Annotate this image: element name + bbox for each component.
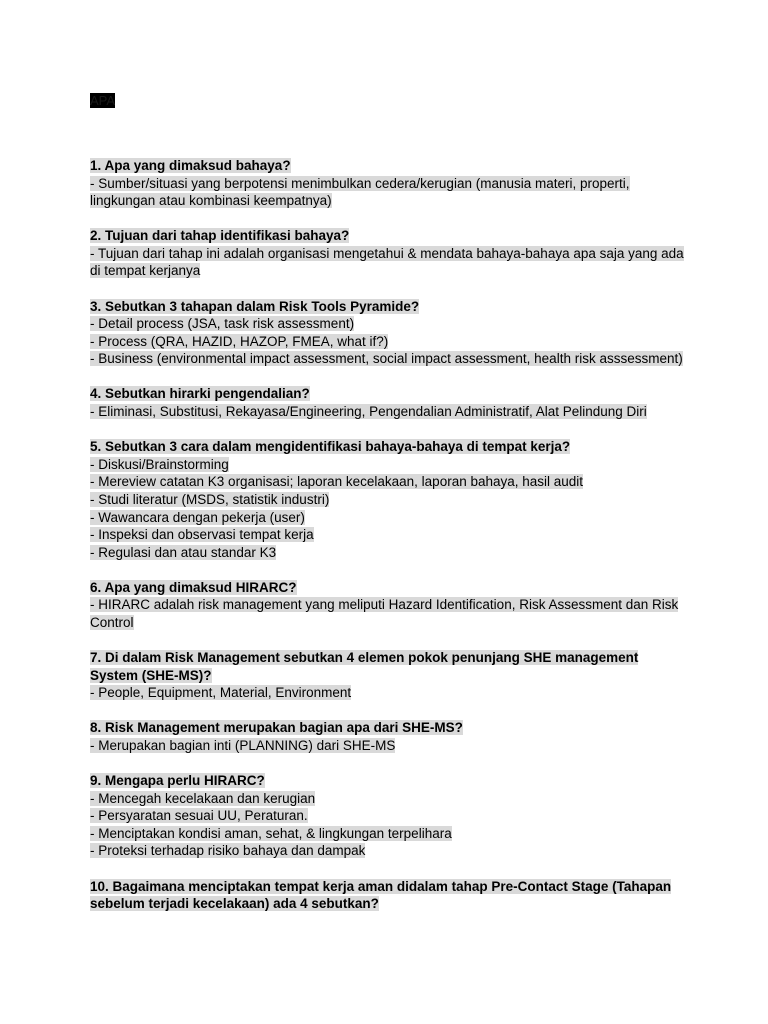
question-text: 1. Apa yang dimaksud bahaya? (90, 158, 291, 173)
answer-text: - Tujuan dari tahap ini adalah organisasi mengetahui & mendata bahaya-bahaya apa saja yang ada di tempat kerjanya (90, 245, 684, 279)
answer-text: - People, Equipment, Material, Environment (90, 685, 352, 701)
answer-line (90, 509, 690, 527)
question-line (90, 385, 690, 403)
qa-item (90, 227, 690, 280)
answer-line (90, 790, 690, 808)
answer-line (90, 315, 690, 333)
answer-line (90, 333, 690, 351)
document-header (90, 92, 690, 110)
question-line (90, 298, 690, 316)
answer-line (90, 350, 690, 368)
answer-line (90, 175, 690, 210)
qa-item (90, 649, 690, 702)
question-line (90, 438, 690, 456)
answer-line (90, 596, 690, 631)
answer-line (90, 245, 690, 280)
qa-list (90, 157, 690, 913)
qa-item (90, 157, 690, 210)
answer-text: - Inspeksi dan observasi tempat kerja (90, 527, 314, 543)
qa-item (90, 438, 690, 561)
document-page (90, 92, 690, 930)
qa-item (90, 579, 690, 632)
qa-item (90, 772, 690, 860)
question-text: 6. Apa yang dimaksud HIRARC? (90, 579, 297, 595)
answer-line (90, 403, 690, 421)
answer-text: - Studi literatur (MSDS, statistik industri) (90, 491, 330, 507)
answer-text: - Merupakan bagian inti (PLANNING) dari SHE-MS (90, 737, 396, 753)
question-text: 5. Sebutkan 3 cara dalam mengidentifikasi bahaya-bahaya di tempat kerja? (90, 439, 571, 455)
answer-text: - Proteksi terhadap risiko bahaya dan dampak (90, 843, 366, 859)
answer-line (90, 456, 690, 474)
qa-item (90, 385, 690, 420)
header-label: APA (90, 93, 116, 108)
question-line (90, 227, 690, 245)
answer-text: - Sumber/situasi yang berpotensi menimbulkan cedera/kerugian (manusia materi, properti, lingkungan atau kombinasi keempatnya) (90, 175, 630, 209)
answer-text: - HIRARC adalah risk management yang meliputi Hazard Identification, Risk Assessment dan Risk Control (90, 597, 679, 630)
question-text: 3. Sebutkan 3 tahapan dalam Risk Tools Pyramide? (90, 298, 420, 314)
question-text: 2. Tujuan dari tahap identifikasi bahaya? (90, 228, 350, 244)
answer-text: - Eliminasi, Substitusi, Rekayasa/Engineering, Pengendalian Administratif, Alat Pelindung Diri (90, 404, 647, 420)
question-text: 10. Bagaimana menciptakan tempat kerja aman didalam tahap Pre-Contact Stage (Tahapan sebelum terjadi kecelakaan) ada 4 sebutkan? (90, 878, 672, 912)
answer-line (90, 526, 690, 544)
qa-item (90, 719, 690, 754)
question-line (90, 157, 690, 175)
answer-line (90, 491, 690, 509)
answer-text: - Regulasi dan atau standar K3 (90, 544, 277, 560)
answer-text: - Mereview catatan K3 organisasi; laporan kecelakaan, laporan bahaya, hasil audit (90, 474, 584, 490)
answer-text: - Business (environmental impact assessment, social impact assessment, health risk asssessment) (90, 351, 683, 367)
answer-text: - Menciptakan kondisi aman, sehat, & lingkungan terpelihara (90, 825, 452, 841)
answer-text: - Mencegah kecelakaan dan kerugian (90, 790, 316, 806)
answer-text: - Wawancara dengan pekerja (user) (90, 509, 305, 525)
answer-text: - Persyaratan sesuai UU, Peraturan. (90, 808, 308, 824)
question-text: 4. Sebutkan hirarki pengendalian? (90, 386, 310, 402)
answer-line (90, 544, 690, 562)
answer-line (90, 684, 690, 702)
answer-text: - Diskusi/Brainstorming (90, 456, 229, 472)
answer-line (90, 825, 690, 843)
answer-line (90, 807, 690, 825)
qa-item (90, 298, 690, 368)
question-line (90, 649, 690, 684)
question-text: 8. Risk Management merupakan bagian apa dari SHE-MS? (90, 720, 463, 736)
question-line (90, 719, 690, 737)
answer-line (90, 842, 690, 860)
answer-line (90, 473, 690, 491)
question-line (90, 878, 690, 913)
question-text: 9. Mengapa perlu HIRARC? (90, 773, 265, 789)
question-line (90, 772, 690, 790)
answer-text: - Detail process (JSA, task risk assessment) (90, 316, 355, 332)
qa-item (90, 878, 690, 913)
answer-line (90, 737, 690, 755)
question-line (90, 579, 690, 597)
question-text: 7. Di dalam Risk Management sebutkan 4 elemen pokok penunjang SHE management System (SHE-MS)? (90, 650, 639, 683)
answer-text: - Process (QRA, HAZID, HAZOP, FMEA, what if?) (90, 333, 389, 349)
